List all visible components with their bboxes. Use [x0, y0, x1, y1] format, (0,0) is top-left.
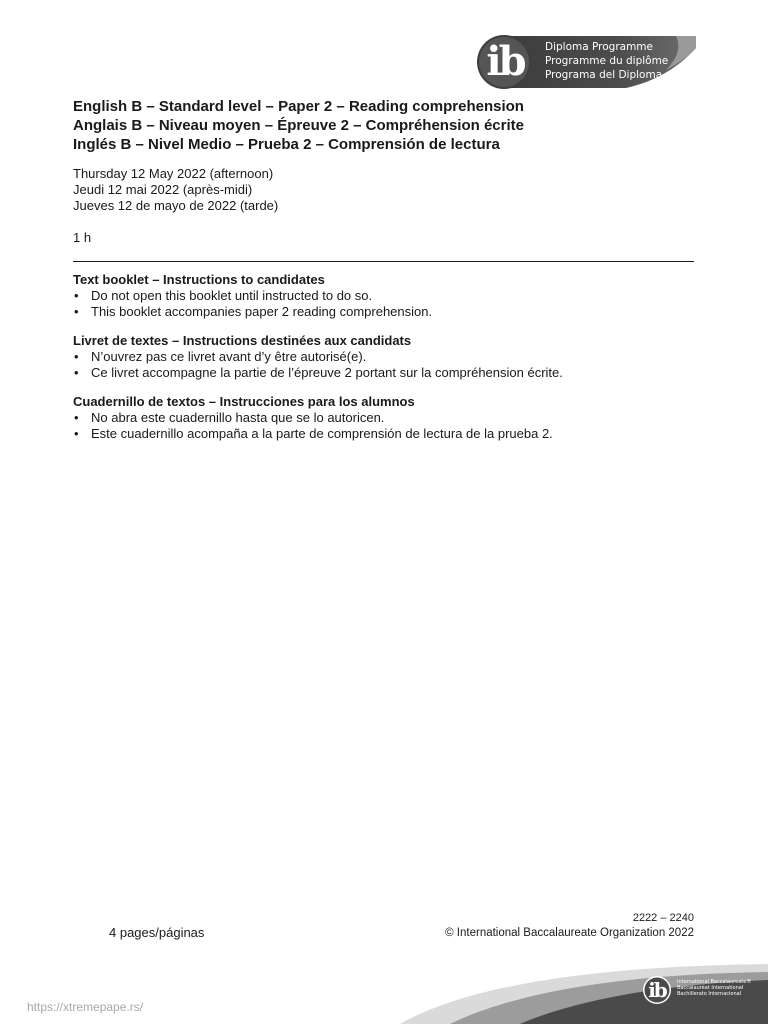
title-french: Anglais B – Niveau moyen – Épreuve 2 – Compréhension écrite: [73, 117, 524, 134]
list-item: [73, 288, 703, 304]
instructions-english: [73, 272, 703, 320]
instructions-heading: Text booklet – Instructions to candidates: [73, 272, 325, 287]
bullet: •: [74, 288, 79, 303]
footer-org-name: [677, 979, 751, 997]
list-item-text: Ce livret accompagne la partie de l’épreuve 2 portant sur la compréhension écrite.: [91, 365, 563, 380]
list-item: [73, 349, 703, 365]
list-item-text: No abra este cuadernillo hasta que se lo autoricen.: [91, 410, 385, 425]
list-item: [73, 365, 703, 381]
org-line-es: Bachillerato Internacional: [677, 991, 742, 997]
list-item: [73, 410, 703, 426]
ib-logo-mark: ib: [486, 38, 524, 85]
date-french: Jeudi 12 mai 2022 (après-midi): [73, 182, 253, 197]
org-line-en: International Baccalaureate®: [677, 979, 752, 985]
title-english: English B – Standard level – Paper 2 – Reading comprehension: [73, 98, 524, 115]
org-line-fr: Baccalauréat International: [677, 985, 744, 991]
bullet: •: [74, 410, 79, 425]
instructions-heading: Livret de textes – Instructions destinées aux candidats: [73, 333, 412, 348]
copyright: © International Baccalaureate Organization 2022: [445, 927, 694, 939]
paper-code: 2222 – 2240: [632, 912, 694, 924]
list-item: [73, 304, 703, 320]
list-item: [73, 426, 703, 442]
date-english: Thursday 12 May 2022 (afternoon): [73, 166, 274, 181]
divider: [73, 261, 694, 262]
instructions-french: [73, 333, 703, 381]
title-spanish: Inglés B – Nivel Medio – Prueba 2 – Comprensión de lectura: [73, 136, 500, 153]
instructions-heading: Cuadernillo de textos – Instrucciones para los alumnos: [73, 394, 415, 409]
instructions-spanish: [73, 394, 703, 442]
list-item-text: Do not open this booklet until instructed to do so.: [91, 288, 373, 303]
bullet: •: [74, 304, 79, 319]
exam-title: [73, 97, 693, 154]
page-count: 4 pages/páginas: [109, 925, 205, 940]
bullet: •: [74, 349, 79, 364]
exam-date: [73, 166, 278, 214]
list-item-text: N’ouvrez pas ce livret avant d’y être autorisé(e).: [91, 349, 367, 364]
header-banner: [476, 34, 696, 90]
bullet: •: [74, 365, 79, 380]
footer-info: [445, 911, 694, 941]
source-url: https://xtremepape.rs/: [27, 1000, 144, 1014]
date-spanish: Jueves 12 de mayo de 2022 (tarde): [73, 198, 279, 213]
list-item-text: This booklet accompanies paper 2 reading comprehension.: [91, 304, 433, 319]
programme-line-en: Diploma Programme: [545, 41, 653, 53]
programme-line-fr: Programme du diplôme: [545, 55, 669, 67]
footer-ib-logo-mark: ib: [648, 978, 666, 1002]
programme-line-es: Programa del Diploma: [545, 69, 663, 81]
programme-name: [545, 40, 695, 82]
exam-duration: 1 h: [73, 230, 92, 245]
list-item-text: Este cuadernillo acompaña a la parte de comprensión de lectura de la prueba 2.: [91, 426, 553, 441]
bullet: •: [74, 426, 79, 441]
